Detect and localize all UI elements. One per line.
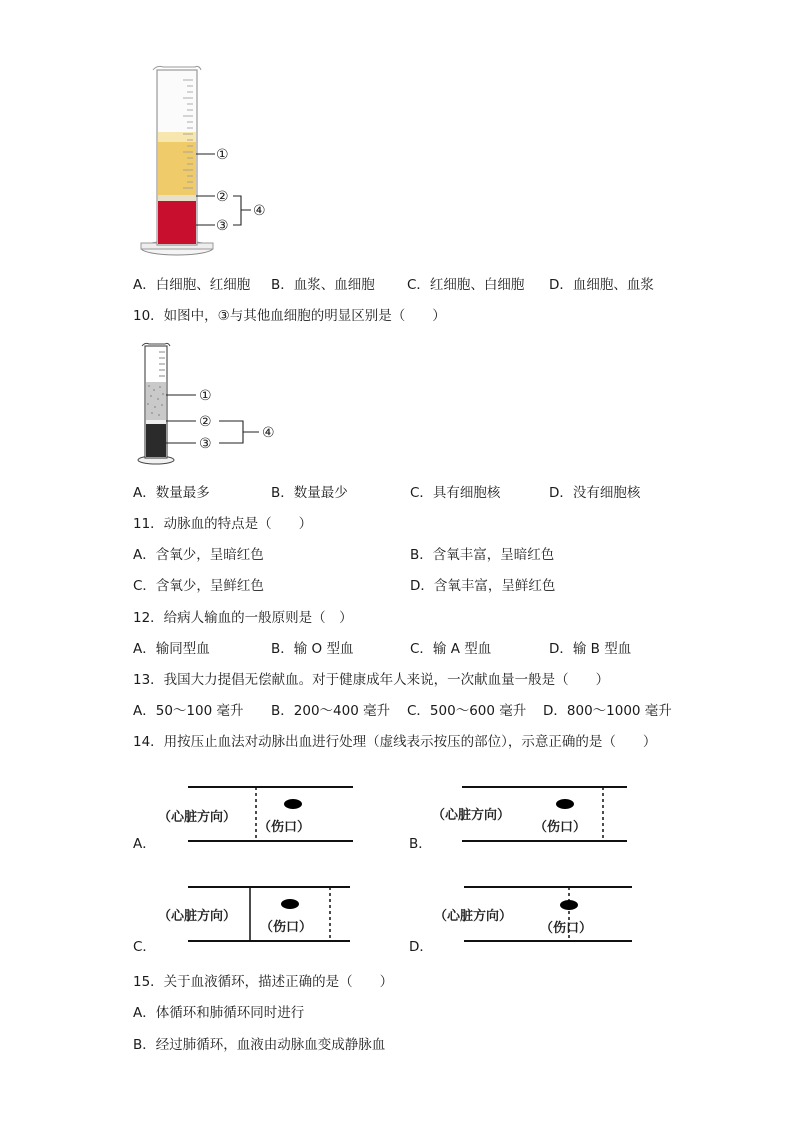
q10-option-d[interactable]: D．没有细胞核 — [549, 485, 641, 501]
q11-option-b[interactable]: B．含氧丰富，呈暗红色 — [410, 547, 555, 563]
fig1-label-2: ② — [216, 189, 229, 205]
q14-a-wound-label: （伤口） — [258, 820, 311, 835]
q15-option-a[interactable]: A．体循环和肺循环同时进行 — [133, 1005, 305, 1021]
q11-options-row1 — [133, 546, 693, 564]
q14-diagram-d[interactable] — [430, 880, 645, 950]
q9-option-b[interactable]: B．血浆、血细胞 — [271, 277, 375, 293]
q14-b-wound-label: （伤口） — [534, 820, 587, 835]
q13-option-a[interactable]: A．50～100 毫升 — [133, 703, 244, 719]
fig2-label-4: ④ — [262, 425, 275, 441]
q12-option-b[interactable]: B．输 O 型血 — [271, 641, 354, 657]
q11-option-c[interactable]: C．含氧少，呈鲜红色 — [133, 578, 264, 594]
q10-options — [133, 484, 693, 502]
q13-option-b[interactable]: B．200～400 毫升 — [271, 703, 391, 719]
fig1-label-3: ③ — [216, 218, 229, 234]
q14-diagram-c[interactable] — [150, 880, 365, 950]
q14-option-c[interactable]: C． — [133, 939, 156, 955]
q14-a-heart-label: （心脏方向） — [158, 810, 237, 825]
q12-options — [133, 640, 693, 658]
q14-d-wound-label: （伤口） — [540, 921, 593, 936]
q14-c-wound-label: （伤口） — [260, 920, 313, 935]
q9-option-a[interactable]: A．白细胞、红细胞 — [133, 277, 251, 293]
q14-b-heart-label: （心脏方向） — [432, 808, 511, 823]
figure-cylinder-grayscale — [135, 340, 285, 468]
q14-option-d[interactable]: D． — [409, 939, 433, 955]
q14-option-b[interactable]: B． — [409, 836, 432, 852]
q11-option-d[interactable]: D．含氧丰富，呈鲜红色 — [410, 578, 556, 594]
q11-stem: 11．动脉血的特点是（ ） — [133, 516, 313, 532]
q14-option-a[interactable]: A． — [133, 836, 156, 852]
q9-option-c[interactable]: C．红细胞、白细胞 — [407, 277, 525, 293]
fig2-label-3: ③ — [199, 436, 212, 452]
q14-diagram-a[interactable] — [150, 780, 365, 850]
fig1-label-1: ① — [216, 147, 229, 163]
q12-option-c[interactable]: C．输 A 型血 — [410, 641, 492, 657]
q12-stem: 12．给病人输血的一般原则是（ ） — [133, 610, 353, 626]
q15-stem: 15．关于血液循环，描述正确的是（ ） — [133, 974, 394, 990]
fig2-label-2: ② — [199, 414, 212, 430]
q13-option-c[interactable]: C．500～600 毫升 — [407, 703, 527, 719]
fig1-label-4: ④ — [253, 203, 266, 219]
q14-c-heart-label: （心脏方向） — [158, 909, 237, 924]
q10-option-c[interactable]: C．具有细胞核 — [410, 485, 501, 501]
q14-diagram-b[interactable] — [430, 780, 645, 850]
q14-stem: 14．用按压止血法对动脉出血进行处理（虚线表示按压的部位），示意正确的是（ ） — [133, 734, 657, 750]
q10-stem: 10．如图中，③与其他血细胞的明显区别是（ ） — [133, 308, 446, 324]
q9-option-d[interactable]: D．血细胞、血浆 — [549, 277, 654, 293]
q10-option-a[interactable]: A．数量最多 — [133, 485, 210, 501]
q13-options — [133, 702, 693, 720]
figure-cylinder-colored — [135, 62, 285, 267]
q11-option-a[interactable]: A．含氧少，呈暗红色 — [133, 547, 264, 563]
fig2-label-1: ① — [199, 388, 212, 404]
q12-option-a[interactable]: A．输同型血 — [133, 641, 210, 657]
q10-option-b[interactable]: B．数量最少 — [271, 485, 348, 501]
q9-options — [133, 276, 693, 294]
q15-option-b[interactable]: B．经过肺循环，血液由动脉血变成静脉血 — [133, 1037, 386, 1053]
q13-option-d[interactable]: D．800～1000 毫升 — [543, 703, 672, 719]
q11-options-row2 — [133, 577, 693, 595]
q12-option-d[interactable]: D．输 B 型血 — [549, 641, 632, 657]
q13-stem: 13．我国大力提倡无偿献血。对于健康成年人来说，一次献血量一般是（ ） — [133, 672, 610, 688]
q14-d-heart-label: （心脏方向） — [434, 909, 513, 924]
